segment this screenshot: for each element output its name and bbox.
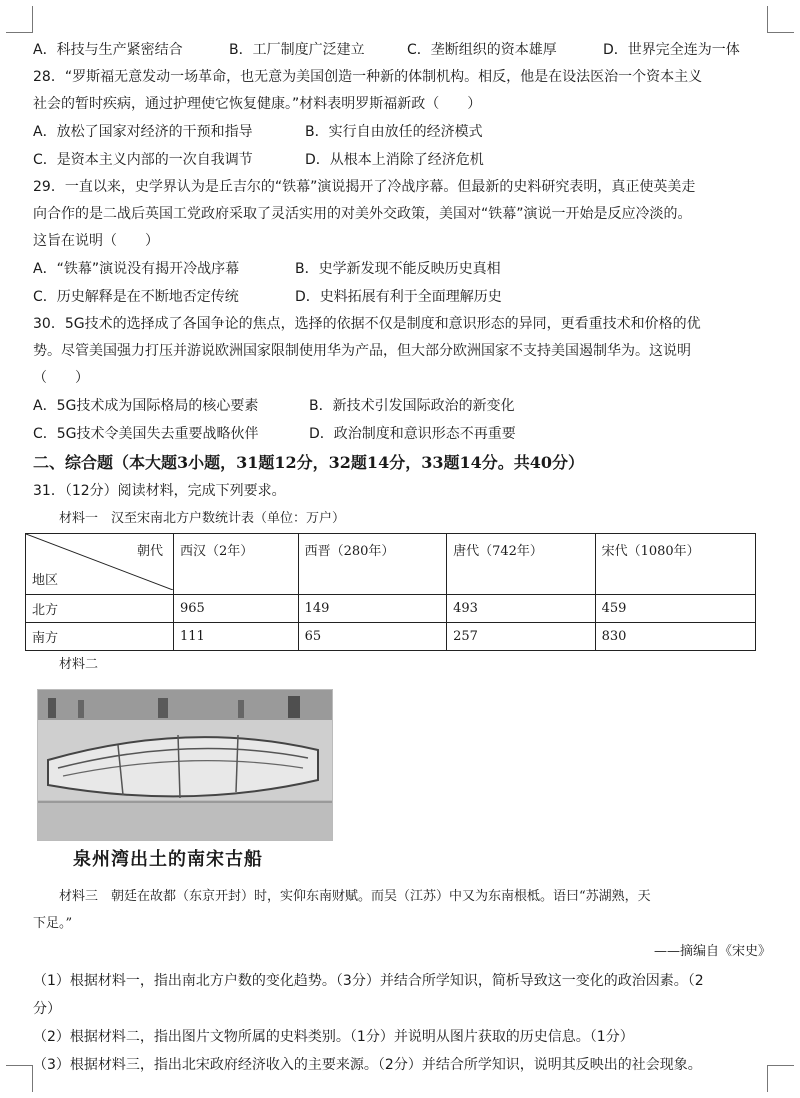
- household-stats-table: [25, 533, 756, 651]
- table-row-north: [26, 595, 756, 623]
- q28-option-d: D．从根本上消除了经济危机: [305, 152, 484, 168]
- exam-page: [33, 36, 771, 1079]
- q29-stem-line2: 向合作的是二战后英国工党政府采取了灵活实用的对美外交政策，美国对“铁幕”演说一开始是反应冷淡的。: [33, 206, 692, 222]
- crop-mark-bottom-left: [6, 1065, 33, 1092]
- q28-option-b: B．实行自由放任的经济模式: [305, 124, 483, 140]
- sub-question-1-line1: （1）根据材料一，指出南北方户数的变化趋势。（3分）并结合所学知识，简析导致这一变化的政治因素。（2: [33, 973, 704, 989]
- q30-stem-line1: 30．5G技术的选择成了各国争论的焦点，选择的依据不仅是制度和意识形态的异同，更看重技术和价格的优: [33, 316, 701, 332]
- corner-label-dynasty: 朝代: [136, 544, 163, 559]
- crop-mark-top-left: [6, 6, 33, 33]
- material-3-line1: 材料三 朝廷在故都（东京开封）时，实仰东南财赋。而吴（江苏）中又为东南根柢。语曰“苏湖熟，天: [59, 889, 651, 904]
- q29-stem-line1: 29．一直以来，史学界认为是丘吉尔的“铁幕”演说揭开了冷战序幕。但最新的史料研究表明，真正使英美走: [33, 179, 696, 195]
- q30-stem-line3: （ ）: [33, 370, 89, 386]
- ancient-ship-photo: [37, 689, 337, 879]
- column-header: 西汉（2年）: [174, 534, 299, 595]
- q29-options-row1: [33, 255, 771, 283]
- table-row-south: [26, 623, 756, 651]
- q28-option-c: C．是资本主义内部的一次自我调节: [33, 152, 253, 168]
- q27-option-d: D．世界完全连为一体: [603, 42, 740, 58]
- table-cell: 493: [447, 595, 595, 623]
- table-corner-cell: [26, 534, 174, 595]
- question-29: [33, 174, 771, 311]
- q29-options-row2: [33, 283, 771, 311]
- material-3-line2: 下足。”: [33, 916, 73, 931]
- ship-photo-image: [37, 689, 333, 841]
- q28-options-row2: [33, 146, 771, 174]
- q27-option-c: C．垄断组织的资本雄厚: [407, 42, 557, 58]
- section-2-title: 二、综合题（本大题3小题，31题12分，32题14分，33题14分。共40分）: [33, 453, 584, 472]
- q30-option-c: C．5G技术令美国失去重要战略伙伴: [33, 426, 259, 442]
- table-cell: 459: [595, 595, 755, 623]
- table-cell: 65: [298, 623, 446, 651]
- sub-question-1-line2: 分）: [33, 1001, 61, 1017]
- column-header: 西晋（280年）: [298, 534, 446, 595]
- table-cell: 257: [447, 623, 595, 651]
- q29-option-b: B．史学新发现不能反映历史真相: [295, 261, 501, 277]
- q28-stem-line1: 28．“罗斯福无意发动一场革命，也无意为美国创造一种新的体制机构。相反，他是在设法医治一个资本主义: [33, 69, 703, 85]
- q30-option-a: A．5G技术成为国际格局的核心要素: [33, 398, 259, 414]
- table-cell: 965: [174, 595, 299, 623]
- q29-option-d: D．史料拓展有利于全面理解历史: [295, 289, 502, 305]
- material-1-label: 材料一 汉至宋南北方户数统计表（单位：万户）: [59, 511, 346, 526]
- q29-stem-line3: 这旨在说明（ ）: [33, 233, 159, 249]
- question-28: [33, 64, 771, 174]
- q27-option-a: A．科技与生产紧密结合: [33, 42, 183, 58]
- photo-caption: 泉州湾出土的南宋古船: [73, 849, 263, 870]
- q28-option-a: A．放松了国家对经济的干预和指导: [33, 124, 253, 140]
- q30-options-row2: [33, 420, 771, 448]
- table-cell: 149: [298, 595, 446, 623]
- crop-mark-bottom-right: [767, 1065, 794, 1092]
- q30-stem-line2: 势。尽管美国强力打压并游说欧洲国家限制使用华为产品，但大部分欧洲国家不支持美国遏制华为。这说明: [33, 343, 691, 359]
- table-cell: 111: [174, 623, 299, 651]
- q29-option-a: A．“铁幕”演说没有揭开冷战序幕: [33, 261, 240, 277]
- material-2-label: 材料二: [59, 657, 99, 672]
- q30-option-d: D．政治制度和意识形态不再重要: [309, 426, 516, 442]
- ship-hull-illustration: [38, 690, 332, 840]
- crop-mark-top-right: [767, 6, 794, 33]
- material-3-source: ——摘编自《宋史》: [653, 944, 771, 959]
- q31-intro: 31．（12分）阅读材料，完成下列要求。: [33, 483, 286, 499]
- q30-options-row1: [33, 392, 771, 420]
- material-3: [33, 883, 771, 937]
- question-30: [33, 311, 771, 448]
- row-header: 北方: [26, 595, 174, 623]
- q27-options: [33, 36, 771, 64]
- sub-question-3: （3）根据材料三，指出北宋政府经济收入的主要来源。（2分）并结合所学知识，说明其反映出的社会现象。: [33, 1057, 702, 1073]
- q27-option-b: B．工厂制度广泛建立: [229, 42, 365, 58]
- q30-option-b: B．新技术引发国际政治的新变化: [309, 398, 515, 414]
- question-31: [33, 478, 771, 1079]
- table-cell: 830: [595, 623, 755, 651]
- column-header: 唐代（742年）: [447, 534, 595, 595]
- q28-options-row1: [33, 118, 771, 146]
- q29-option-c: C．历史解释是在不断地否定传统: [33, 289, 239, 305]
- corner-label-region: 地区: [32, 573, 59, 588]
- column-header: 宋代（1080年）: [595, 534, 755, 595]
- q28-stem-line2: 社会的暂时疾病，通过护理使它恢复健康。”材料表明罗斯福新政（ ）: [33, 96, 482, 112]
- row-header: 南方: [26, 623, 174, 651]
- sub-question-2: （2）根据材料二，指出图片文物所属的史料类别。（1分）并说明从图片获取的历史信息。（1分）: [33, 1029, 634, 1045]
